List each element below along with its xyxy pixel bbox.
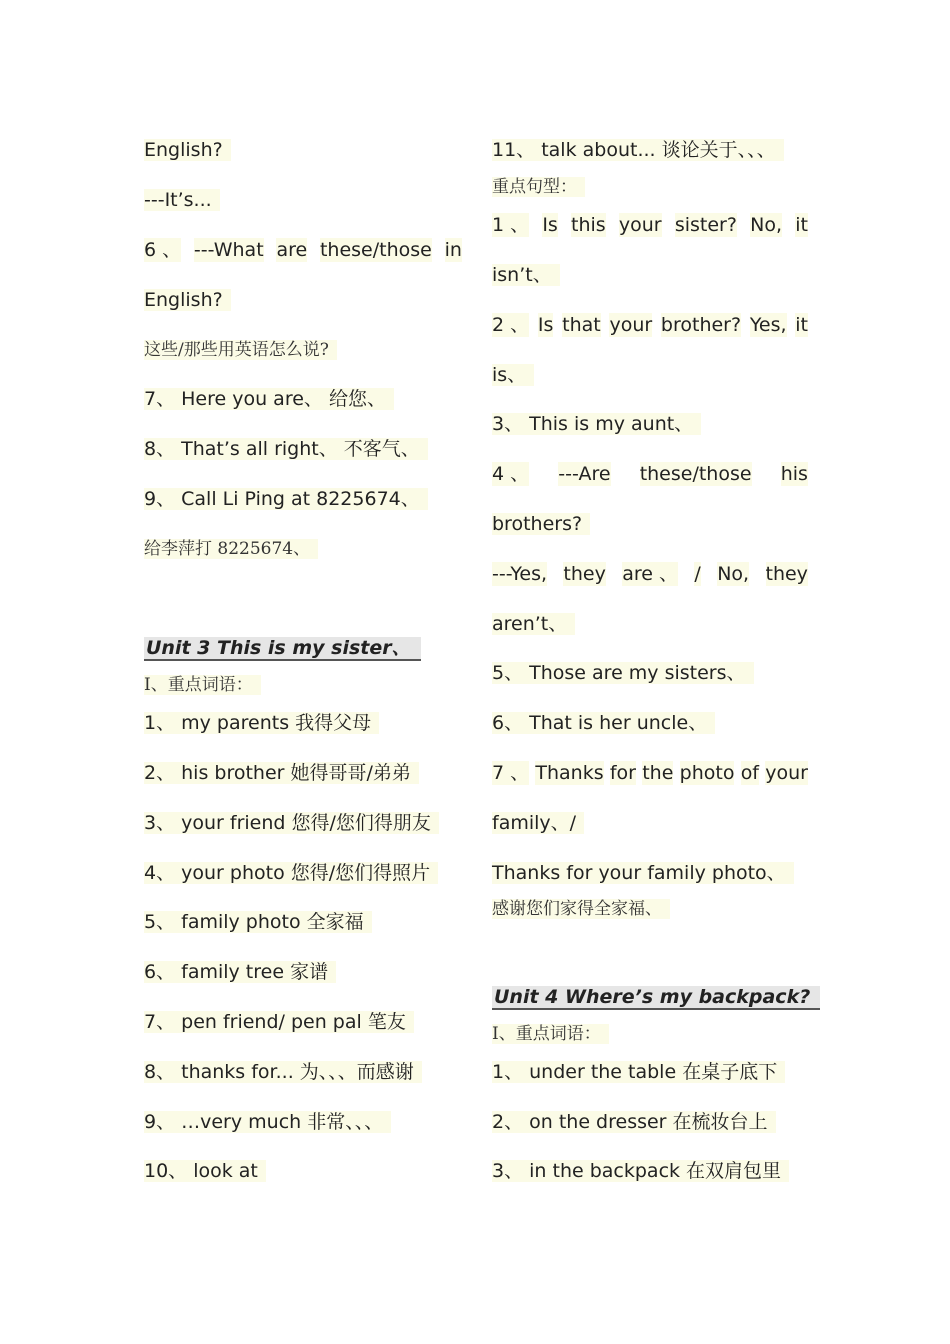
text-line — [144, 188, 220, 212]
justified-line — [492, 462, 808, 486]
word: that — [562, 314, 601, 336]
word: Is — [537, 314, 554, 336]
list-item — [144, 811, 439, 835]
line-text: 这些/那些用英语怎么说? — [144, 340, 337, 360]
line-text: 5、 Those are my sisters、 — [492, 662, 754, 684]
list-item-text: 6、 family tree 家谱 — [144, 961, 336, 983]
line-text: English? — [144, 289, 231, 311]
word: your — [618, 214, 662, 236]
list-item — [144, 1060, 422, 1084]
word: 6 、 — [144, 239, 182, 261]
word: 1 、 — [492, 214, 530, 236]
text-line — [144, 288, 231, 312]
word: 2 、 — [492, 314, 530, 336]
line-text: Thanks for your family photo、 — [492, 862, 794, 884]
list-item — [492, 1159, 789, 1183]
justified-line — [144, 238, 462, 262]
vocab-heading — [144, 673, 261, 697]
word: they — [765, 563, 808, 585]
word: it — [795, 314, 808, 336]
line-text: 8、 That’s all right、 不客气、 — [144, 438, 428, 460]
list-item-text: 2、 his brother 她得哥哥/弟弟 — [144, 762, 419, 784]
list-item-text: 8、 thanks for... 为、、、而感谢 — [144, 1061, 422, 1083]
list-item-text: 2、 on the dresser 在梳妆台上 — [492, 1111, 776, 1133]
word: ---Are — [558, 463, 611, 485]
vocab-heading — [492, 1022, 609, 1046]
text-line — [144, 338, 337, 362]
line-text: aren’t、 — [492, 613, 575, 635]
word: the — [642, 762, 674, 784]
word: they — [563, 563, 606, 585]
word: brother? — [660, 314, 742, 336]
justified-line — [492, 562, 808, 586]
word: it — [795, 214, 808, 236]
word: are — [276, 239, 308, 261]
word: photo — [679, 762, 735, 784]
text-line — [492, 412, 701, 436]
word: for — [609, 762, 636, 784]
unit-4-heading — [492, 985, 820, 1009]
text-line — [492, 263, 560, 287]
text-line — [492, 811, 584, 835]
word: No, — [750, 214, 783, 236]
text-line — [492, 861, 794, 885]
text-line — [492, 661, 754, 685]
line-text: ---It’s... — [144, 189, 220, 211]
line-text: isn’t、 — [492, 264, 560, 286]
line-text: 11、 talk about... 谈论关于、、、 — [492, 139, 784, 161]
word: this — [571, 214, 606, 236]
text-line — [144, 387, 394, 411]
list-item — [144, 861, 438, 885]
list-item-text: 9、 …very much 非常、、、 — [144, 1111, 391, 1133]
word: your — [765, 762, 808, 784]
list-item — [144, 910, 372, 934]
line-text: English? — [144, 139, 231, 161]
text-line — [492, 512, 590, 536]
unit-title: Unit 4 Where’s my backpack? — [492, 986, 820, 1010]
list-item — [144, 1159, 266, 1183]
vocab-heading-text: Ⅰ、重点词语： — [144, 675, 261, 695]
list-item — [144, 960, 336, 984]
list-item-text: 5、 family photo 全家福 — [144, 911, 372, 933]
line-text: 给李萍打 8225674、 — [144, 539, 318, 559]
word: your — [609, 314, 653, 336]
word: Yes, — [749, 314, 787, 336]
vocab-heading-text: Ⅰ、重点词语： — [492, 1024, 609, 1044]
text-line — [492, 612, 575, 636]
list-item — [144, 1110, 391, 1134]
list-item-text: 10、 look at — [144, 1160, 266, 1182]
word: ---What — [193, 239, 264, 261]
word: / — [694, 563, 701, 585]
list-item-text: 3、 your friend 您得/您们得朋友 — [144, 812, 439, 834]
word: are 、 — [622, 563, 679, 585]
list-item-text: 1、 my parents 我得父母 — [144, 712, 379, 734]
word: of — [740, 762, 760, 784]
list-item — [492, 1110, 776, 1134]
line-text: brothers? — [492, 513, 590, 535]
list-item-text: 1、 under the table 在桌子底下 — [492, 1061, 785, 1083]
text-line — [492, 138, 784, 162]
text-line — [492, 897, 670, 921]
word: 7 、 — [492, 762, 530, 784]
list-item-text: 4、 your photo 您得/您们得照片 — [144, 862, 438, 884]
justified-line — [492, 213, 808, 237]
text-line — [144, 437, 428, 461]
word: ---Yes, — [492, 563, 548, 585]
list-item-text: 7、 pen friend/ pen pal 笔友 — [144, 1011, 414, 1033]
line-text: family、/ — [492, 812, 584, 834]
word: No, — [717, 563, 750, 585]
text-line — [492, 363, 534, 387]
word: in — [444, 239, 462, 261]
word: Is — [542, 214, 558, 236]
list-item-text: 3、 in the backpack 在双肩包里 — [492, 1160, 789, 1182]
word: these/those — [319, 239, 432, 261]
word: these/those — [639, 463, 752, 485]
unit-3-heading — [144, 636, 421, 660]
list-item — [144, 761, 419, 785]
word: 4 、 — [492, 463, 530, 485]
justified-line — [492, 761, 808, 785]
line-text: 重点句型： — [492, 177, 585, 197]
text-line — [144, 138, 231, 162]
list-item — [144, 1010, 414, 1034]
text-line — [492, 711, 715, 735]
line-text: 9、 Call Li Ping at 8225674、 — [144, 488, 428, 510]
line-text: 6、 That is her uncle、 — [492, 712, 715, 734]
text-line — [144, 487, 428, 511]
line-text: is、 — [492, 364, 534, 386]
list-item — [144, 711, 379, 735]
line-text: 7、 Here you are、 给您、 — [144, 388, 394, 410]
justified-line — [492, 313, 808, 337]
word: Thanks — [535, 762, 604, 784]
word: sister? — [674, 214, 737, 236]
line-text: 感谢您们家得全家福、 — [492, 899, 670, 919]
word: his — [780, 463, 808, 485]
list-item — [492, 1060, 785, 1084]
text-line — [144, 537, 318, 561]
text-line — [492, 175, 585, 199]
unit-title: Unit 3 This is my sister、 — [144, 637, 421, 661]
line-text: 3、 This is my aunt、 — [492, 413, 701, 435]
